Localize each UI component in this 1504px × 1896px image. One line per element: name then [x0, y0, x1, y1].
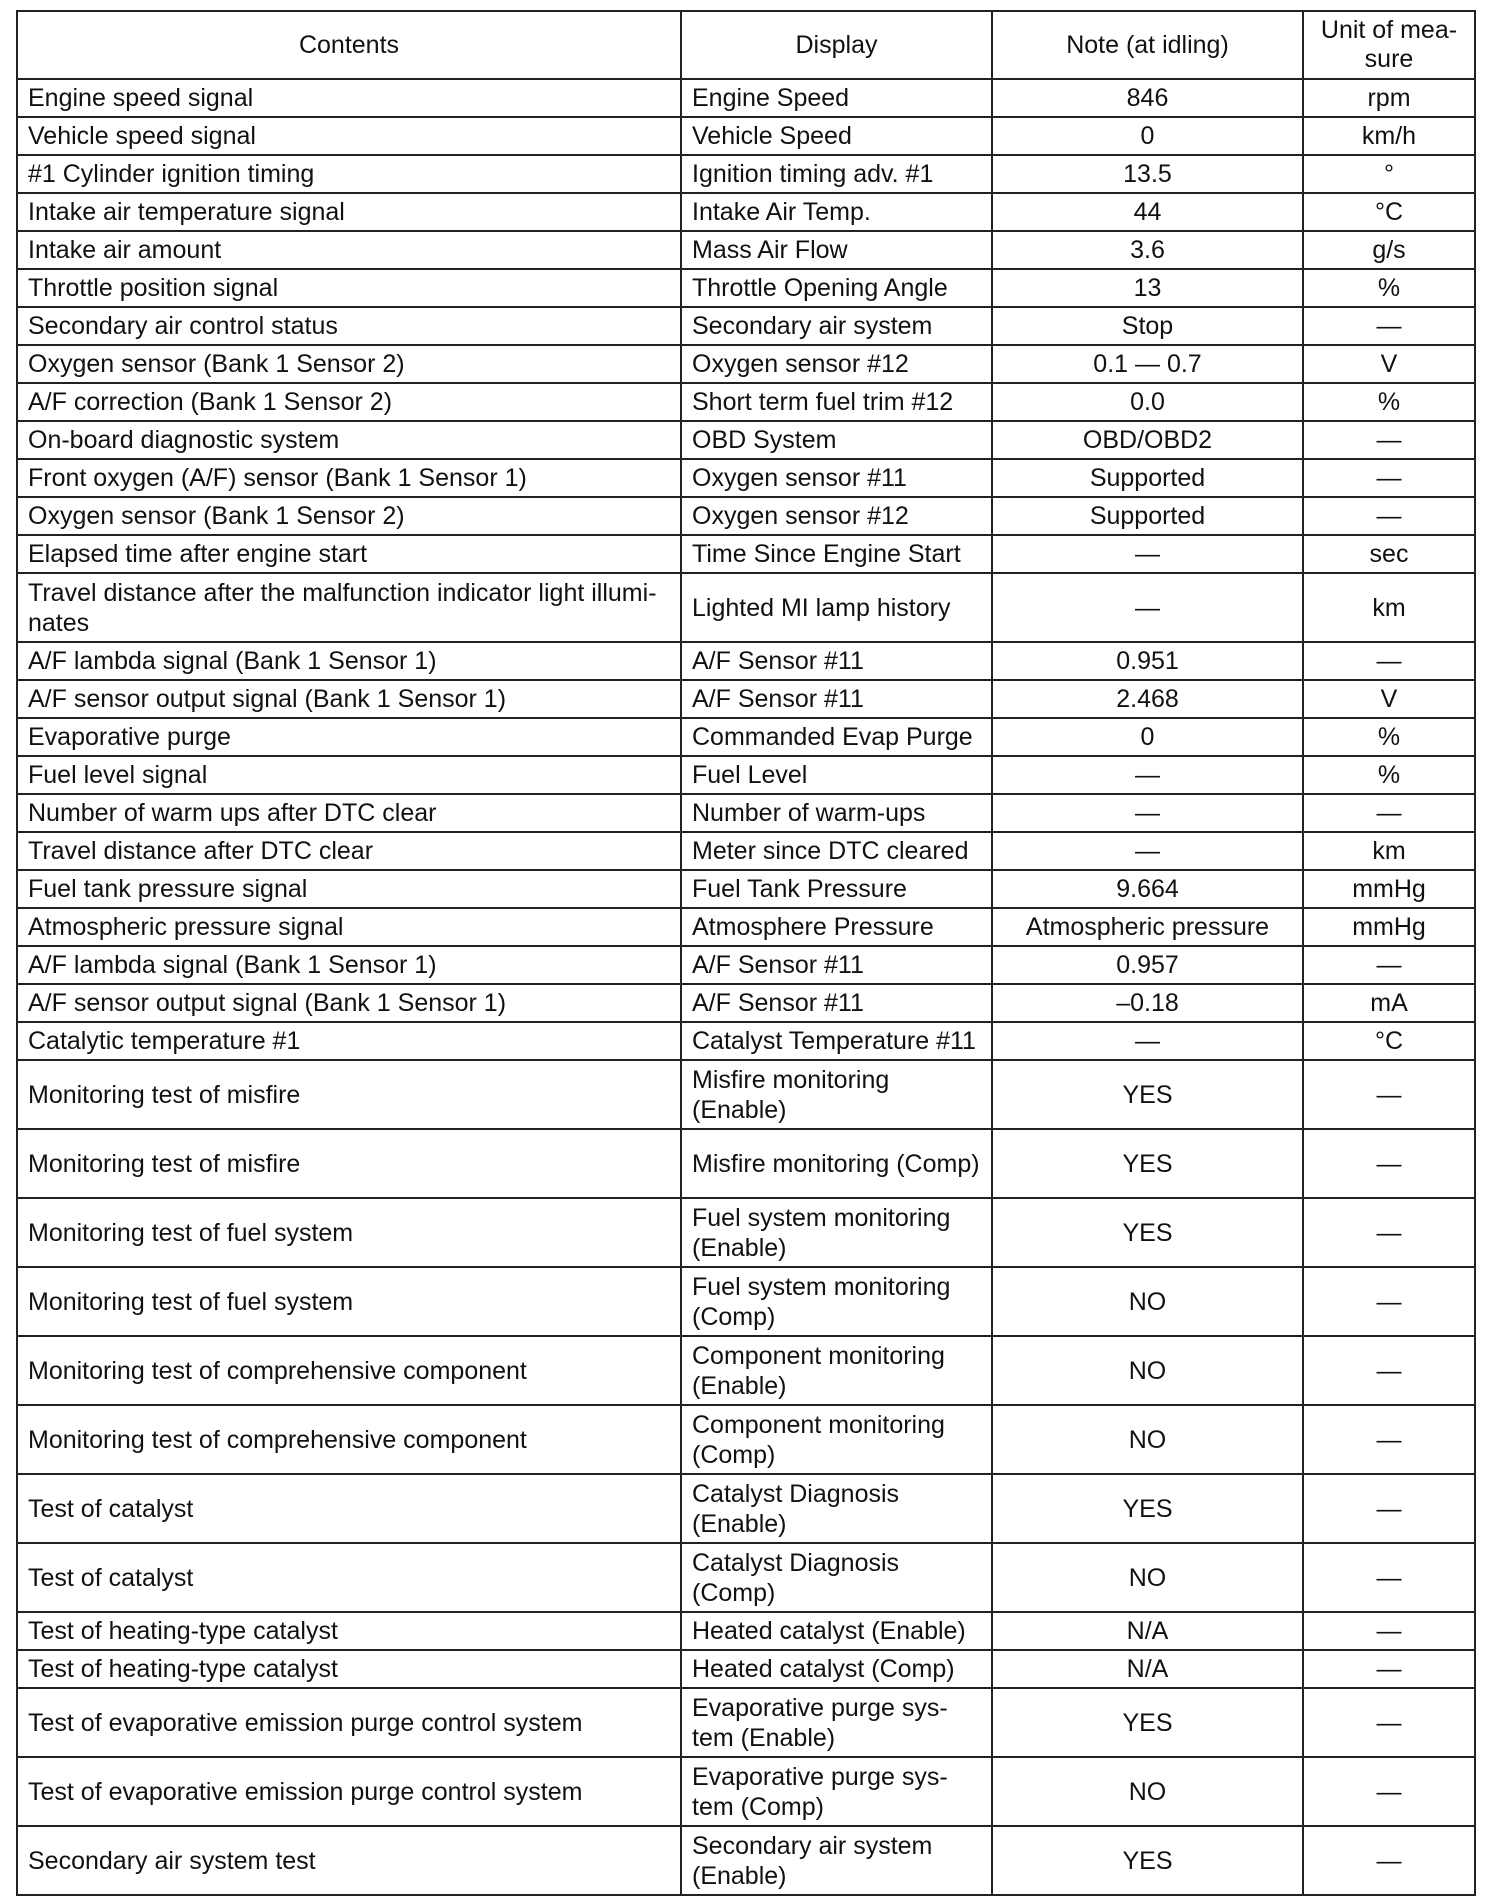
cell-note: Stop — [992, 307, 1303, 345]
cell-note: 13.5 — [992, 155, 1303, 193]
table-row — [17, 680, 1475, 718]
cell-unit: % — [1303, 269, 1475, 307]
table-row — [17, 1267, 1475, 1336]
cell-contents: Oxygen sensor (Bank 1 Sensor 2) — [17, 345, 681, 383]
cell-contents: Monitoring test of misfire — [17, 1060, 681, 1129]
table-row — [17, 984, 1475, 1022]
cell-note: 2.468 — [992, 680, 1303, 718]
cell-display: Evaporative purge sys-tem (Enable) — [681, 1688, 992, 1757]
cell-contents: Engine speed signal — [17, 79, 681, 117]
cell-unit: — — [1303, 1405, 1475, 1474]
cell-contents: Intake air amount — [17, 231, 681, 269]
cell-display: Heated catalyst (Comp) — [681, 1650, 992, 1688]
cell-note: 9.664 — [992, 870, 1303, 908]
cell-unit: — — [1303, 642, 1475, 680]
table-row — [17, 1129, 1475, 1198]
cell-display: Catalyst Diagnosis (Comp) — [681, 1543, 992, 1612]
cell-note: — — [992, 832, 1303, 870]
cell-unit: rpm — [1303, 79, 1475, 117]
cell-contents: Monitoring test of comprehensive component — [17, 1405, 681, 1474]
cell-note: 0 — [992, 718, 1303, 756]
cell-display: Atmosphere Pressure — [681, 908, 992, 946]
cell-unit: V — [1303, 680, 1475, 718]
cell-contents: On-board diagnostic system — [17, 421, 681, 459]
cell-note: 0.0 — [992, 383, 1303, 421]
cell-unit: — — [1303, 1650, 1475, 1688]
cell-contents: Number of warm ups after DTC clear — [17, 794, 681, 832]
table-row — [17, 908, 1475, 946]
cell-display: Short term fuel trim #12 — [681, 383, 992, 421]
cell-display: A/F Sensor #11 — [681, 642, 992, 680]
cell-contents: Monitoring test of comprehensive component — [17, 1336, 681, 1405]
header-row — [17, 11, 1475, 79]
cell-contents: Test of catalyst — [17, 1543, 681, 1612]
table-row — [17, 497, 1475, 535]
obd-data-table — [16, 10, 1476, 1896]
table-body — [17, 79, 1475, 1895]
cell-contents: Test of catalyst — [17, 1474, 681, 1543]
cell-unit: — — [1303, 1267, 1475, 1336]
cell-display: Oxygen sensor #12 — [681, 345, 992, 383]
cell-contents: Travel distance after DTC clear — [17, 832, 681, 870]
cell-display: Commanded Evap Purge — [681, 718, 992, 756]
cell-note: — — [992, 535, 1303, 573]
table-row — [17, 345, 1475, 383]
cell-note: YES — [992, 1474, 1303, 1543]
cell-note: YES — [992, 1060, 1303, 1129]
cell-display: Ignition timing adv. #1 — [681, 155, 992, 193]
cell-unit: — — [1303, 497, 1475, 535]
cell-note: YES — [992, 1129, 1303, 1198]
table-row — [17, 756, 1475, 794]
cell-unit: — — [1303, 946, 1475, 984]
cell-contents: Test of evaporative emission purge control system — [17, 1688, 681, 1757]
cell-contents: Front oxygen (A/F) sensor (Bank 1 Sensor 1) — [17, 459, 681, 497]
cell-display: Time Since Engine Start — [681, 535, 992, 573]
cell-contents: Monitoring test of misfire — [17, 1129, 681, 1198]
cell-display: Fuel Level — [681, 756, 992, 794]
cell-note: — — [992, 794, 1303, 832]
cell-contents: Elapsed time after engine start — [17, 535, 681, 573]
cell-contents: Atmospheric pressure signal — [17, 908, 681, 946]
cell-note: NO — [992, 1757, 1303, 1826]
table-row — [17, 1612, 1475, 1650]
cell-note: — — [992, 756, 1303, 794]
cell-unit: — — [1303, 1757, 1475, 1826]
cell-unit: — — [1303, 459, 1475, 497]
header-contents: Contents — [17, 11, 681, 79]
table-row — [17, 1688, 1475, 1757]
cell-unit: g/s — [1303, 231, 1475, 269]
cell-display: A/F Sensor #11 — [681, 680, 992, 718]
cell-display: Misfire monitoring (Comp) — [681, 1129, 992, 1198]
cell-display: Number of warm-ups — [681, 794, 992, 832]
cell-unit: mmHg — [1303, 870, 1475, 908]
cell-display: Meter since DTC cleared — [681, 832, 992, 870]
cell-contents: A/F sensor output signal (Bank 1 Sensor 1) — [17, 680, 681, 718]
cell-unit: km — [1303, 832, 1475, 870]
cell-display: Catalyst Temperature #11 — [681, 1022, 992, 1060]
cell-display: Component monitoring (Enable) — [681, 1336, 992, 1405]
cell-unit: — — [1303, 1474, 1475, 1543]
cell-unit: % — [1303, 383, 1475, 421]
table-row — [17, 231, 1475, 269]
table-row — [17, 1022, 1475, 1060]
cell-contents: Test of evaporative emission purge control system — [17, 1757, 681, 1826]
cell-unit: — — [1303, 1198, 1475, 1267]
cell-contents: A/F correction (Bank 1 Sensor 2) — [17, 383, 681, 421]
table-row — [17, 1650, 1475, 1688]
cell-contents: #1 Cylinder ignition timing — [17, 155, 681, 193]
table-row — [17, 1474, 1475, 1543]
cell-display: Intake Air Temp. — [681, 193, 992, 231]
header-display: Display — [681, 11, 992, 79]
cell-unit: mmHg — [1303, 908, 1475, 946]
cell-contents: Intake air temperature signal — [17, 193, 681, 231]
cell-display: Fuel Tank Pressure — [681, 870, 992, 908]
cell-unit: °C — [1303, 193, 1475, 231]
table-row — [17, 535, 1475, 573]
cell-contents: Travel distance after the malfunction indicator light illumi-nates — [17, 573, 681, 642]
cell-display: A/F Sensor #11 — [681, 984, 992, 1022]
cell-contents: Secondary air control status — [17, 307, 681, 345]
cell-contents: A/F lambda signal (Bank 1 Sensor 1) — [17, 642, 681, 680]
cell-unit: — — [1303, 307, 1475, 345]
table-row — [17, 1543, 1475, 1612]
table-row — [17, 794, 1475, 832]
cell-unit: km/h — [1303, 117, 1475, 155]
cell-contents: A/F lambda signal (Bank 1 Sensor 1) — [17, 946, 681, 984]
table-row — [17, 832, 1475, 870]
cell-unit: V — [1303, 345, 1475, 383]
cell-note: YES — [992, 1198, 1303, 1267]
cell-contents: Secondary air system test — [17, 1826, 681, 1895]
cell-note: –0.18 — [992, 984, 1303, 1022]
cell-display: Throttle Opening Angle — [681, 269, 992, 307]
table-row — [17, 946, 1475, 984]
cell-display: OBD System — [681, 421, 992, 459]
cell-contents: Throttle position signal — [17, 269, 681, 307]
cell-contents: Fuel tank pressure signal — [17, 870, 681, 908]
cell-unit: — — [1303, 1543, 1475, 1612]
cell-note: 846 — [992, 79, 1303, 117]
cell-unit: % — [1303, 756, 1475, 794]
cell-note: YES — [992, 1688, 1303, 1757]
table-row — [17, 117, 1475, 155]
cell-note: NO — [992, 1336, 1303, 1405]
cell-display: Secondary air system — [681, 307, 992, 345]
cell-unit: ° — [1303, 155, 1475, 193]
table-row — [17, 155, 1475, 193]
table-row — [17, 1757, 1475, 1826]
cell-note: 3.6 — [992, 231, 1303, 269]
cell-contents: Monitoring test of fuel system — [17, 1267, 681, 1336]
cell-contents: Oxygen sensor (Bank 1 Sensor 2) — [17, 497, 681, 535]
cell-note: N/A — [992, 1612, 1303, 1650]
cell-contents: Monitoring test of fuel system — [17, 1198, 681, 1267]
cell-display: Oxygen sensor #12 — [681, 497, 992, 535]
cell-unit: — — [1303, 421, 1475, 459]
cell-note: Atmospheric pressure — [992, 908, 1303, 946]
table-row — [17, 383, 1475, 421]
cell-unit: km — [1303, 573, 1475, 642]
cell-contents: Fuel level signal — [17, 756, 681, 794]
cell-unit: — — [1303, 1826, 1475, 1895]
cell-contents: Vehicle speed signal — [17, 117, 681, 155]
header-note: Note (at idling) — [992, 11, 1303, 79]
table-row — [17, 1336, 1475, 1405]
cell-note: Supported — [992, 497, 1303, 535]
header-unit: Unit of mea-sure — [1303, 11, 1475, 79]
cell-display: Vehicle Speed — [681, 117, 992, 155]
cell-unit: — — [1303, 794, 1475, 832]
cell-note: OBD/OBD2 — [992, 421, 1303, 459]
cell-note: 44 — [992, 193, 1303, 231]
cell-note: NO — [992, 1543, 1303, 1612]
table-row — [17, 421, 1475, 459]
cell-unit: — — [1303, 1612, 1475, 1650]
cell-display: Mass Air Flow — [681, 231, 992, 269]
cell-unit: % — [1303, 718, 1475, 756]
cell-display: Evaporative purge sys-tem (Comp) — [681, 1757, 992, 1826]
cell-unit: sec — [1303, 535, 1475, 573]
cell-display: Heated catalyst (Enable) — [681, 1612, 992, 1650]
table-row — [17, 1405, 1475, 1474]
table-row — [17, 269, 1475, 307]
cell-note: YES — [992, 1826, 1303, 1895]
cell-note: N/A — [992, 1650, 1303, 1688]
table-row — [17, 573, 1475, 642]
table-row — [17, 1060, 1475, 1129]
cell-display: Misfire monitoring (Enable) — [681, 1060, 992, 1129]
table-row — [17, 193, 1475, 231]
cell-contents: Test of heating-type catalyst — [17, 1612, 681, 1650]
cell-contents: Catalytic temperature #1 — [17, 1022, 681, 1060]
cell-note: 0 — [992, 117, 1303, 155]
table-row — [17, 79, 1475, 117]
table-row — [17, 1826, 1475, 1895]
table-row — [17, 642, 1475, 680]
cell-contents: Test of heating-type catalyst — [17, 1650, 681, 1688]
cell-contents: Evaporative purge — [17, 718, 681, 756]
cell-note: 0.951 — [992, 642, 1303, 680]
cell-unit: — — [1303, 1336, 1475, 1405]
cell-note: NO — [992, 1267, 1303, 1336]
cell-display: Catalyst Diagnosis (Enable) — [681, 1474, 992, 1543]
cell-note: — — [992, 573, 1303, 642]
cell-note: NO — [992, 1405, 1303, 1474]
cell-display: Component monitoring (Comp) — [681, 1405, 992, 1474]
cell-display: Secondary air system (Enable) — [681, 1826, 992, 1895]
table-row — [17, 1198, 1475, 1267]
cell-display: Oxygen sensor #11 — [681, 459, 992, 497]
cell-display: Lighted MI lamp history — [681, 573, 992, 642]
cell-note: 13 — [992, 269, 1303, 307]
cell-note: — — [992, 1022, 1303, 1060]
table-row — [17, 718, 1475, 756]
cell-display: Engine Speed — [681, 79, 992, 117]
cell-contents: A/F sensor output signal (Bank 1 Sensor 1) — [17, 984, 681, 1022]
cell-unit: mA — [1303, 984, 1475, 1022]
table-row — [17, 870, 1475, 908]
cell-display: A/F Sensor #11 — [681, 946, 992, 984]
cell-note: Supported — [992, 459, 1303, 497]
cell-note: 0.1 — 0.7 — [992, 345, 1303, 383]
table-row — [17, 307, 1475, 345]
cell-display: Fuel system monitoring (Enable) — [681, 1198, 992, 1267]
cell-display: Fuel system monitoring (Comp) — [681, 1267, 992, 1336]
table-row — [17, 459, 1475, 497]
cell-unit: — — [1303, 1129, 1475, 1198]
cell-unit: — — [1303, 1688, 1475, 1757]
cell-unit: °C — [1303, 1022, 1475, 1060]
cell-note: 0.957 — [992, 946, 1303, 984]
cell-unit: — — [1303, 1060, 1475, 1129]
